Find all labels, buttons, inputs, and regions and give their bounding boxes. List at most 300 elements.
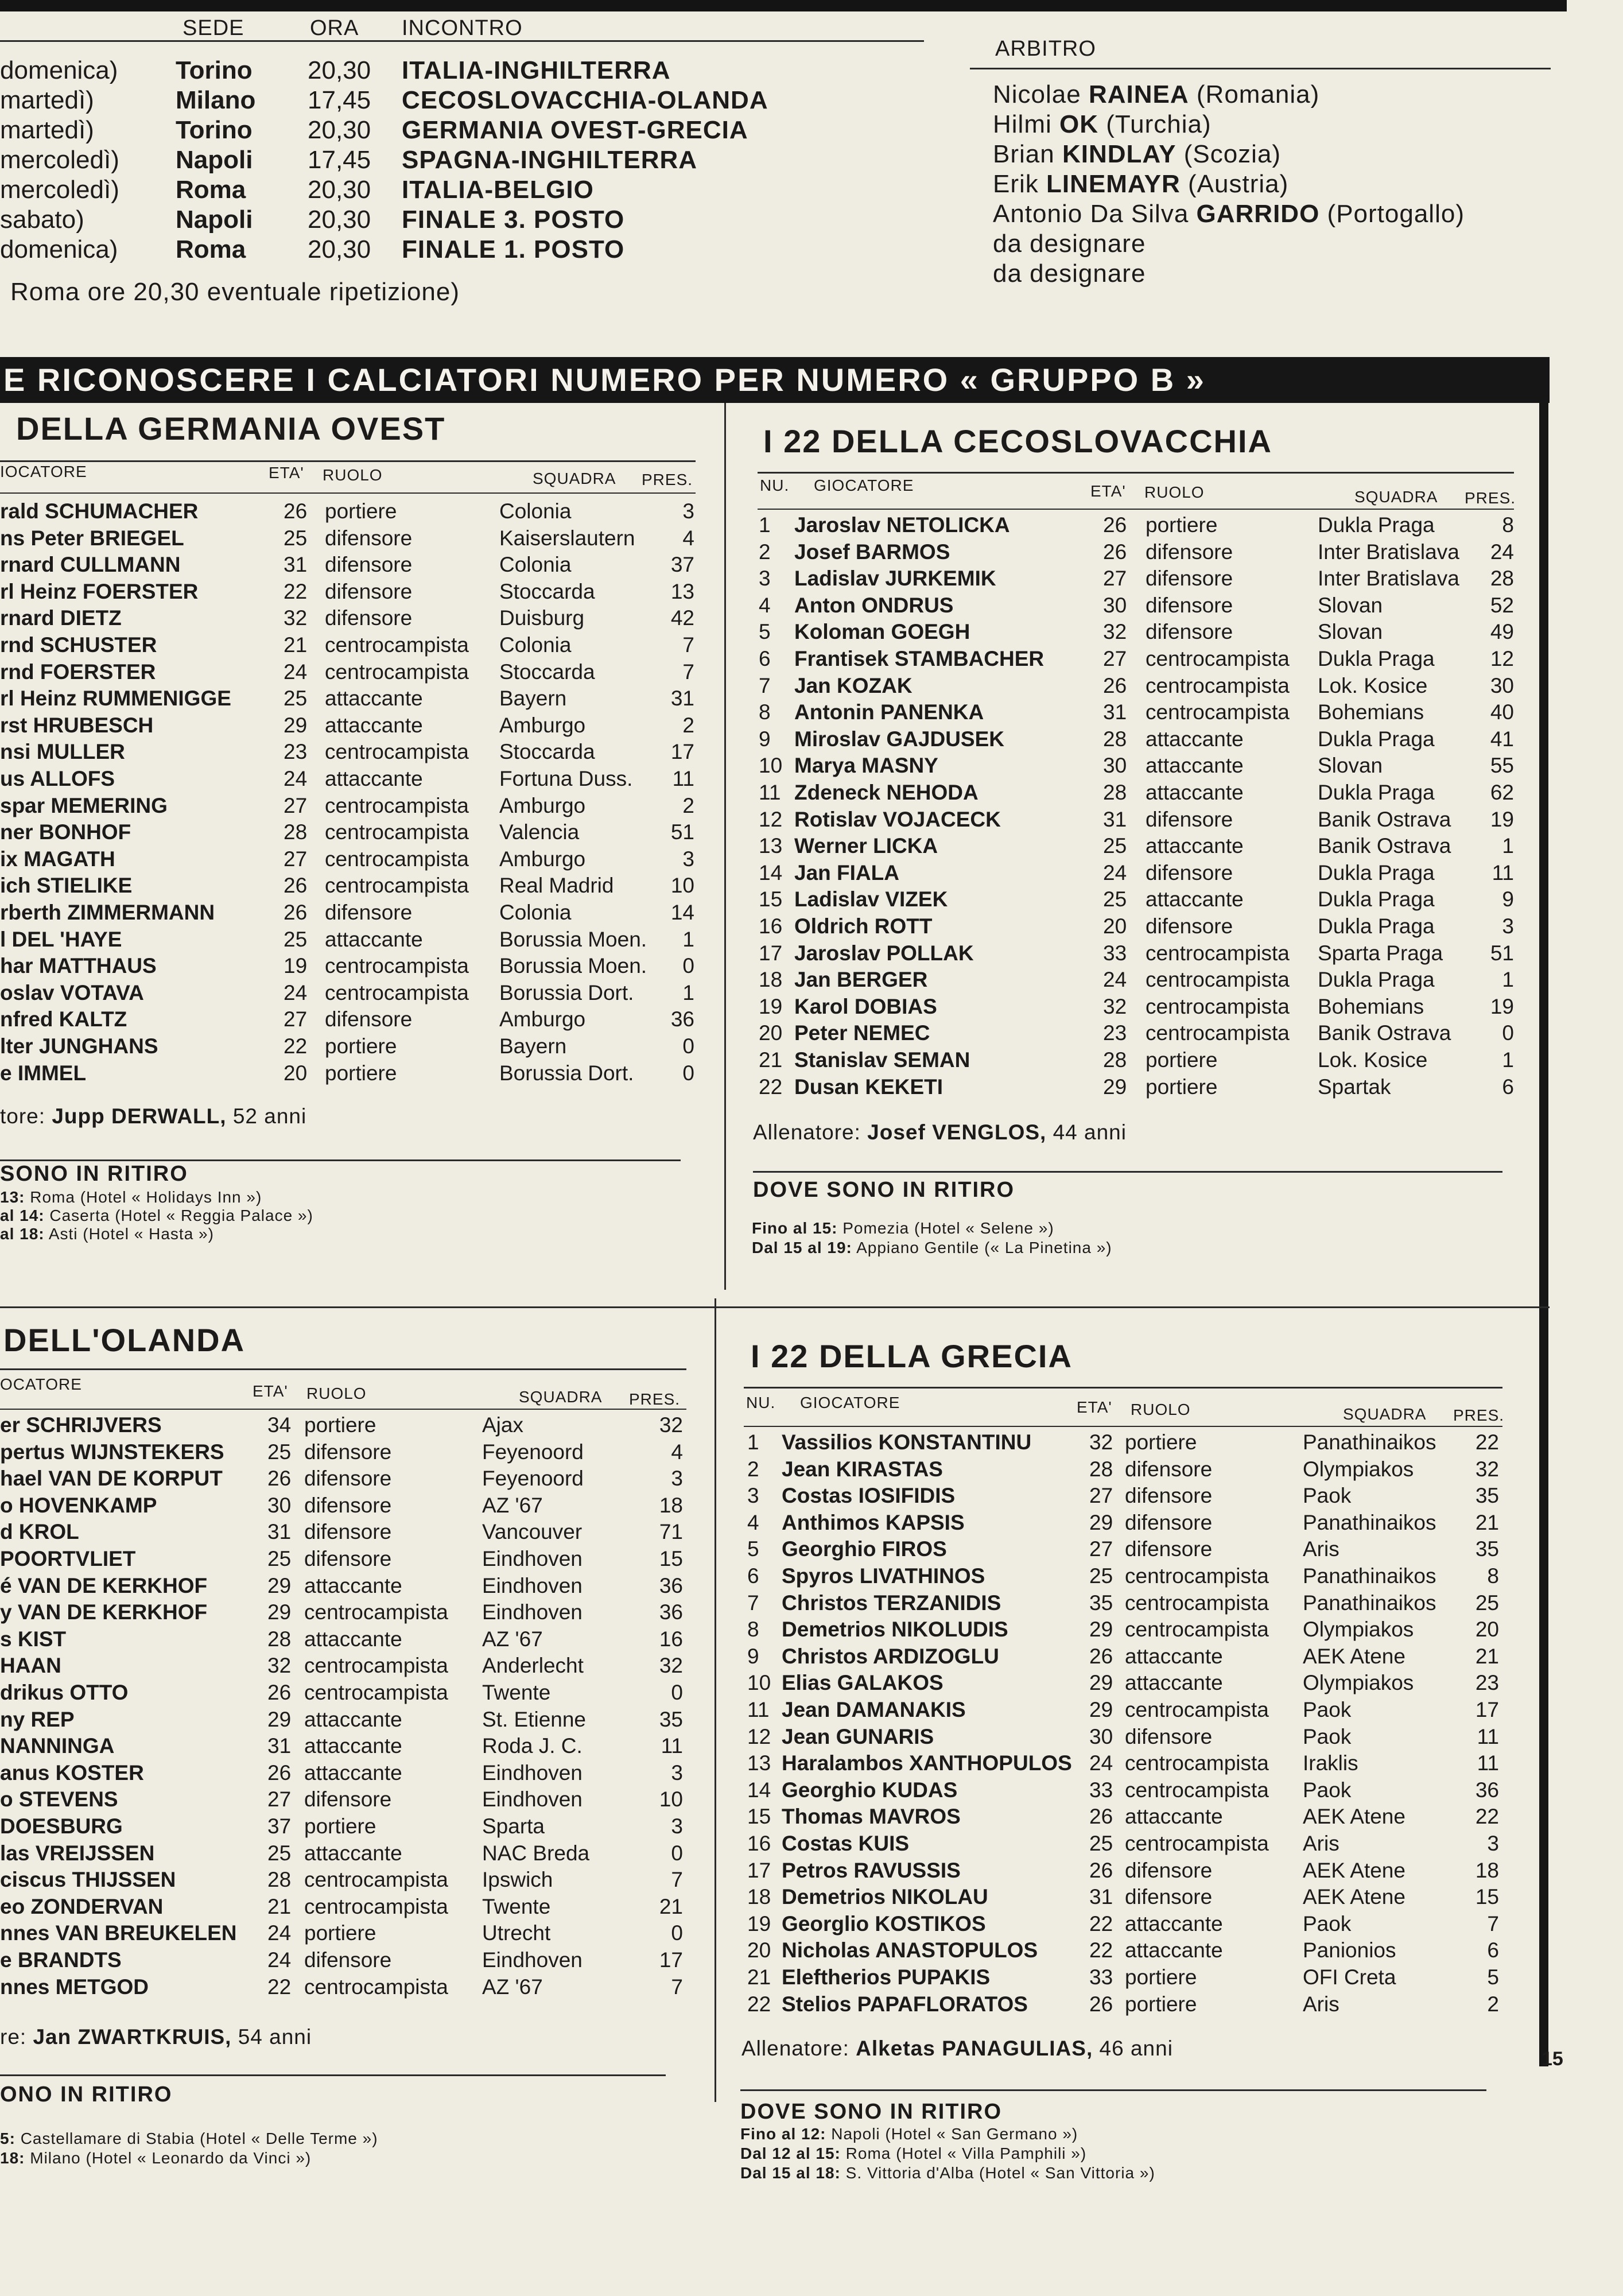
player-club: Banik Ostrava [1318, 807, 1451, 831]
player-row [0, 1618, 1550, 1644]
player-role: centrocampista [1146, 647, 1290, 670]
referee-country: (Romania) [1196, 80, 1320, 108]
player-name: Dusan KEKETI [794, 1075, 943, 1099]
player-age: 28 [1089, 1457, 1113, 1481]
player-club: Paok [1303, 1484, 1352, 1508]
player-role: centrocampista [1146, 968, 1290, 992]
referee-last-name: RAINEA [1088, 80, 1189, 108]
player-age: 32 [284, 606, 308, 630]
czech-ritiro-title: DOVE SONO IN RITIRO [753, 1178, 1015, 1202]
player-age: 25 [1103, 887, 1127, 912]
player-club: Colonia [499, 901, 572, 924]
player-name: o STEVENS [0, 1787, 118, 1812]
coach-age: 46 anni [1099, 2037, 1173, 2060]
player-number: 5 [747, 1537, 759, 1561]
player-role: difensore [325, 606, 413, 630]
player-role: centrocampista [1146, 673, 1290, 697]
player-caps: 0 [671, 1921, 683, 1945]
player-row [0, 513, 1550, 540]
player-club: Dukla Praga [1318, 647, 1435, 670]
player-club: Sparta Praga [1318, 941, 1443, 965]
player-club: Panathinaikos [1303, 1510, 1436, 1534]
player-role: attaccante [325, 687, 423, 711]
player-club: Spartak [1318, 1075, 1391, 1099]
player-name: s KIST [0, 1627, 67, 1651]
player-role: difensore [1146, 540, 1233, 564]
player-role: centrocampista [1146, 994, 1290, 1018]
player-role: portiere [304, 1814, 376, 1838]
player-number: 3 [747, 1484, 759, 1508]
player-name: Vassilios KONSTANTINU [782, 1430, 1032, 1454]
player-role: centrocampista [1125, 1564, 1269, 1588]
player-name: Antonin PANENKA [794, 700, 984, 724]
player-role: portiere [1125, 1965, 1197, 1989]
player-club: Feyenoord [482, 1467, 584, 1491]
player-club: Stoccarda [499, 579, 595, 603]
player-club: Slovan [1318, 620, 1383, 644]
player-role: centrocampista [1125, 1751, 1269, 1775]
player-role: portiere [1125, 1992, 1197, 2016]
player-club: Colonia [499, 499, 572, 523]
match-name: FINALE 1. POSTO [402, 235, 625, 263]
player-role: centrocampista [304, 1654, 448, 1678]
col-eta: ETA' [253, 1382, 288, 1400]
player-row [0, 1457, 1550, 1484]
player-club: Slovan [1318, 593, 1383, 617]
referee-entry [993, 259, 1146, 288]
player-caps: 13 [670, 579, 694, 603]
referee-last-name: LINEMAYR [1046, 170, 1181, 198]
player-club: Panathinaikos [1303, 1591, 1436, 1615]
player-club: AZ '67 [482, 1627, 543, 1651]
player-row [0, 968, 1550, 994]
player-name: rnd FOERSTER [0, 660, 156, 684]
match-day: domenica) [0, 235, 118, 263]
player-name: Jan BERGER [794, 968, 928, 992]
match-name: FINALE 3. POSTO [402, 205, 625, 234]
player-row [0, 647, 1550, 673]
player-number: 18 [747, 1885, 771, 1909]
player-caps: 36 [659, 1600, 683, 1624]
player-name: Peter NEMEC [794, 1021, 930, 1045]
ritiro-place: Roma (Hotel « Villa Pamphili ») [845, 2144, 1087, 2162]
player-role: difensore [325, 1007, 413, 1031]
player-role: attaccante [1125, 1671, 1223, 1695]
player-age: 26 [284, 499, 308, 523]
player-role: centrocampista [304, 1600, 448, 1624]
ritiro-dates: Dal 15 al 18: [740, 2164, 841, 2182]
col-squadra: SQUADRA [533, 470, 616, 487]
player-age: 25 [267, 1440, 292, 1464]
schedule-row [0, 205, 918, 235]
player-age: 25 [1089, 1832, 1113, 1855]
player-number: 14 [759, 860, 783, 885]
player-role: centrocampista [325, 793, 469, 817]
player-name: us ALLOFS [0, 767, 115, 790]
group-b-banner: E RICONOSCERE I CALCIATORI NUMERO PER NUMERO « GRUPPO B » [0, 357, 1550, 403]
ritiro-dates: 13: [0, 1188, 25, 1206]
player-row [0, 1698, 1550, 1724]
ritiro-dates: al 14: [0, 1207, 45, 1224]
player-row [0, 1430, 1550, 1457]
player-number: 5 [759, 620, 771, 644]
player-number: 12 [759, 807, 783, 831]
player-name: Elias GALAKOS [782, 1671, 943, 1695]
player-name: ix MAGATH [0, 847, 115, 871]
player-number: 8 [747, 1618, 759, 1642]
player-caps: 7 [671, 1975, 683, 1999]
coach-name: Alketas PANAGULIAS, [856, 2037, 1093, 2060]
player-row [0, 1021, 1550, 1048]
coach-age: 52 anni [232, 1104, 307, 1128]
player-caps: 17 [670, 740, 694, 764]
player-name: Thomas MAVROS [782, 1805, 961, 1829]
divider [740, 2089, 1486, 2091]
player-caps: 11 [672, 767, 694, 790]
player-caps: 11 [1477, 1724, 1499, 1748]
player-name: Georglio KOSTIKOS [782, 1911, 986, 1936]
player-age: 31 [284, 553, 308, 577]
player-name: ner BONHOF [0, 820, 131, 844]
player-row [0, 567, 1550, 593]
player-age: 22 [1089, 1911, 1113, 1936]
player-row [0, 1885, 1550, 1911]
player-age: 24 [284, 660, 308, 684]
player-role: centrocampista [325, 874, 469, 898]
player-caps: 19 [1490, 994, 1514, 1018]
match-time: 20,30 [308, 56, 371, 84]
player-caps: 52 [1490, 593, 1514, 617]
player-role: centrocampista [325, 660, 469, 684]
player-caps: 21 [1475, 1510, 1499, 1534]
coach-label: Allenatore: [741, 2037, 849, 2060]
referee-first-name: Brian [993, 140, 1055, 168]
player-club: Ipswich [482, 1868, 553, 1892]
player-number: 16 [747, 1832, 771, 1855]
schedule-row [0, 235, 918, 265]
player-number: 14 [747, 1778, 771, 1802]
player-name: Spyros LIVATHINOS [782, 1564, 985, 1588]
player-age: 32 [1103, 620, 1127, 644]
player-role: difensore [1125, 1724, 1213, 1748]
player-club: Vancouver [482, 1520, 583, 1544]
player-age: 25 [284, 687, 308, 711]
player-row [0, 1537, 1550, 1564]
player-row [0, 1725, 1550, 1751]
player-caps: 4 [682, 526, 694, 550]
player-caps: 7 [671, 1868, 683, 1892]
player-name: e IMMEL [0, 1061, 87, 1085]
referee-entry [993, 110, 1212, 139]
player-age: 28 [267, 1627, 292, 1651]
player-role: attaccante [325, 713, 423, 737]
player-club: Iraklis [1303, 1751, 1358, 1775]
player-name: eo ZONDERVAN [0, 1894, 164, 1918]
player-club: Inter Bratislava [1318, 540, 1459, 564]
player-age: 26 [1089, 1644, 1113, 1668]
player-row [0, 1645, 1550, 1671]
player-caps: 0 [1502, 1021, 1514, 1045]
player-row [0, 1912, 1550, 1938]
player-name: Stelios PAPAFLORATOS [782, 1992, 1028, 2016]
player-age: 29 [1103, 1075, 1127, 1099]
player-club: Panathinaikos [1303, 1564, 1436, 1588]
player-caps: 51 [670, 820, 694, 844]
player-age: 24 [267, 1921, 292, 1945]
germany-coach [0, 1104, 306, 1128]
player-club: Eindhoven [482, 1573, 583, 1597]
player-name: rnd SCHUSTER [0, 633, 157, 657]
divider [753, 1171, 1502, 1173]
player-name: Eleftherios PUPAKIS [782, 1965, 991, 1989]
player-number: 11 [759, 781, 781, 804]
player-number: 16 [759, 914, 783, 938]
player-age: 32 [1103, 994, 1127, 1018]
player-row [0, 540, 1550, 567]
player-row [0, 1564, 1550, 1591]
player-number: 10 [759, 754, 783, 778]
player-row [0, 727, 1550, 754]
player-age: 31 [267, 1734, 292, 1758]
match-day: domenica) [0, 56, 118, 84]
player-age: 26 [1089, 1992, 1113, 2016]
player-caps: 35 [1475, 1537, 1499, 1561]
col-giocatore: GIOCATORE [814, 476, 914, 494]
match-city: Torino [176, 56, 253, 84]
referee-entry [993, 230, 1146, 258]
coach-label: re: [0, 2025, 27, 2049]
schedule-row [0, 56, 918, 86]
referee-first-name: Antonio Da Silva [993, 200, 1189, 228]
player-role: difensore [325, 901, 413, 924]
referee-first-name: da designare [993, 259, 1146, 288]
player-age: 27 [1103, 567, 1127, 591]
player-age: 32 [1089, 1430, 1113, 1454]
divider [0, 460, 696, 462]
divider [744, 1387, 1502, 1389]
player-club: Slovan [1318, 754, 1383, 778]
player-role: portiere [1146, 513, 1218, 537]
player-age: 22 [284, 1034, 308, 1058]
player-name: Costas IOSIFIDIS [782, 1484, 956, 1508]
player-name: Stanislav SEMAN [794, 1048, 970, 1072]
player-row [0, 1805, 1550, 1831]
player-club: Dukla Praga [1318, 781, 1435, 804]
player-role: difensore [325, 553, 413, 577]
match-city: Milano [176, 86, 256, 114]
player-name: Jaroslav POLLAK [794, 941, 974, 965]
player-club: Olympiakos [1303, 1618, 1414, 1642]
header-arbitro: ARBITRO [995, 37, 1096, 61]
player-club: Banik Ostrava [1318, 1021, 1451, 1045]
player-age: 20 [1103, 914, 1127, 938]
player-age: 24 [1103, 968, 1127, 992]
player-role: difensore [1125, 1537, 1213, 1561]
schedule-note: Roma ore 20,30 eventuale ripetizione) [10, 278, 460, 306]
player-row [0, 781, 1550, 807]
player-caps: 55 [1490, 754, 1514, 778]
schedule-row [0, 146, 918, 176]
match-time: 20,30 [308, 235, 371, 263]
player-role: difensore [1125, 1858, 1213, 1882]
player-caps: 12 [1490, 647, 1514, 670]
player-name: Ladislav JURKEMIK [794, 567, 996, 591]
referee-first-name: Hilmi [993, 110, 1052, 138]
match-city: Napoli [176, 146, 253, 174]
player-age: 29 [267, 1707, 292, 1731]
player-name: e BRANDTS [0, 1948, 122, 1972]
coach-name: Jupp DERWALL, [52, 1104, 227, 1128]
player-role: centrocampista [1125, 1698, 1269, 1721]
player-club: Sparta [482, 1814, 545, 1838]
match-city: Roma [176, 235, 246, 263]
player-number: 10 [747, 1671, 771, 1695]
player-club: Stoccarda [499, 660, 595, 684]
player-row [0, 594, 1550, 620]
ritiro-place: Appiano Gentile (« La Pinetina ») [856, 1239, 1112, 1256]
player-caps: 15 [1475, 1885, 1499, 1909]
player-role: difensore [304, 1440, 392, 1464]
player-name: o HOVENKAMP [0, 1493, 157, 1517]
player-role: centrocampista [325, 740, 469, 764]
player-age: 26 [284, 901, 308, 924]
player-role: centrocampista [1125, 1832, 1269, 1855]
player-name: Oldrich ROTT [794, 914, 933, 938]
player-caps: 62 [1490, 781, 1514, 804]
player-caps: 31 [670, 687, 694, 711]
player-caps: 2 [682, 793, 694, 817]
player-age: 21 [267, 1894, 292, 1918]
player-row [0, 1965, 1550, 1992]
player-club: Paok [1303, 1724, 1352, 1748]
player-age: 25 [1089, 1564, 1113, 1588]
match-city: Torino [176, 116, 253, 144]
player-role: centrocampista [1146, 700, 1290, 724]
player-role: centrocampista [325, 847, 469, 871]
player-club: Aris [1303, 1992, 1339, 2016]
player-name: oslav VOTAVA [0, 980, 144, 1004]
ritiro-entry [740, 2164, 1155, 2182]
divider [0, 1368, 686, 1370]
player-age: 26 [1089, 1858, 1113, 1882]
player-club: St. Etienne [482, 1707, 587, 1731]
czech-coach [753, 1120, 1127, 1145]
referee-first-name: Erik [993, 170, 1039, 198]
match-city: Roma [176, 176, 246, 204]
player-caps: 40 [1490, 700, 1514, 724]
player-caps: 32 [659, 1654, 683, 1678]
player-club: Colonia [499, 553, 572, 577]
player-number: 15 [747, 1805, 771, 1829]
referee-last-name: OK [1059, 110, 1098, 138]
player-role: difensore [304, 1787, 392, 1812]
player-row [0, 808, 1550, 834]
player-club: Eindhoven [482, 1760, 583, 1785]
player-name: Haralambos XANTHOPULOS [782, 1751, 1072, 1775]
player-club: Valencia [499, 820, 580, 844]
match-day: martedì) [0, 116, 94, 144]
player-age: 28 [1103, 781, 1127, 804]
player-role: centrocampista [325, 820, 469, 844]
player-age: 28 [284, 820, 308, 844]
player-age: 21 [284, 633, 308, 657]
referee-first-name: da designare [993, 230, 1146, 258]
player-caps: 22 [1475, 1430, 1499, 1454]
player-role: portiere [325, 1061, 397, 1085]
player-role: centrocampista [1125, 1778, 1269, 1802]
player-age: 35 [1089, 1591, 1113, 1615]
player-club: AEK Atene [1303, 1644, 1405, 1668]
player-club: Roda J. C. [482, 1734, 583, 1758]
coach-name: Josef VENGLOS, [867, 1120, 1047, 1144]
player-number: 7 [759, 673, 771, 697]
player-age: 26 [267, 1681, 292, 1704]
player-caps: 3 [682, 847, 694, 871]
player-club: Kaiserslautern [499, 526, 635, 550]
player-role: centrocampista [325, 954, 469, 978]
player-number: 8 [759, 700, 771, 724]
col-giocatore: GIOCATORE [800, 1394, 900, 1411]
player-caps: 41 [1490, 727, 1514, 751]
player-name: rst HRUBESCH [0, 713, 154, 737]
player-caps: 0 [682, 1061, 694, 1085]
match-day: sabato) [0, 205, 84, 234]
player-number: 17 [747, 1858, 771, 1882]
player-role: centrocampista [1146, 1021, 1290, 1045]
player-role: difensore [1125, 1484, 1213, 1508]
player-role: difensore [1146, 860, 1233, 885]
player-name: Christos ARDIZOGLU [782, 1644, 999, 1668]
match-time: 20,30 [308, 205, 371, 234]
player-role: difensore [1125, 1510, 1213, 1534]
schedule-row [0, 176, 918, 205]
referee-entry [993, 80, 1319, 109]
page-number: 15 [1542, 2048, 1563, 2070]
col-ruolo: RUOLO [323, 466, 383, 484]
col-pres: PRES. [629, 1390, 681, 1408]
player-name: Jean KIRASTAS [782, 1457, 943, 1481]
player-role: portiere [1146, 1048, 1218, 1072]
player-role: attaccante [1146, 887, 1244, 912]
player-caps: 21 [1475, 1644, 1499, 1668]
player-row [0, 1992, 1550, 2019]
player-name: Costas KUIS [782, 1832, 910, 1855]
player-club: AZ '67 [482, 1975, 543, 1999]
col-ruolo: RUOLO [1144, 483, 1205, 501]
player-role: attaccante [325, 767, 423, 790]
player-role: attaccante [304, 1573, 402, 1597]
ritiro-entry [0, 2130, 378, 2148]
player-name: l DEL 'HAYE [0, 927, 122, 951]
referee-last-name: GARRIDO [1196, 200, 1320, 228]
player-number: 13 [747, 1751, 771, 1775]
player-club: Eindhoven [482, 1787, 583, 1812]
player-number: 2 [759, 540, 771, 564]
ritiro-place: Asti (Hotel « Hasta ») [48, 1225, 214, 1243]
player-age: 27 [1103, 647, 1127, 670]
ritiro-entry [752, 1219, 1054, 1238]
player-age: 29 [267, 1600, 292, 1624]
player-role: centrocampista [304, 1975, 448, 1999]
player-age: 23 [284, 740, 308, 764]
player-name: Josef BARMOS [794, 540, 950, 564]
player-name: pertus WIJNSTEKERS [0, 1440, 224, 1464]
divider [0, 2074, 666, 2076]
player-caps: 2 [682, 713, 694, 737]
player-age: 30 [267, 1493, 292, 1517]
player-caps: 0 [671, 1841, 683, 1865]
player-caps: 17 [1475, 1698, 1499, 1721]
